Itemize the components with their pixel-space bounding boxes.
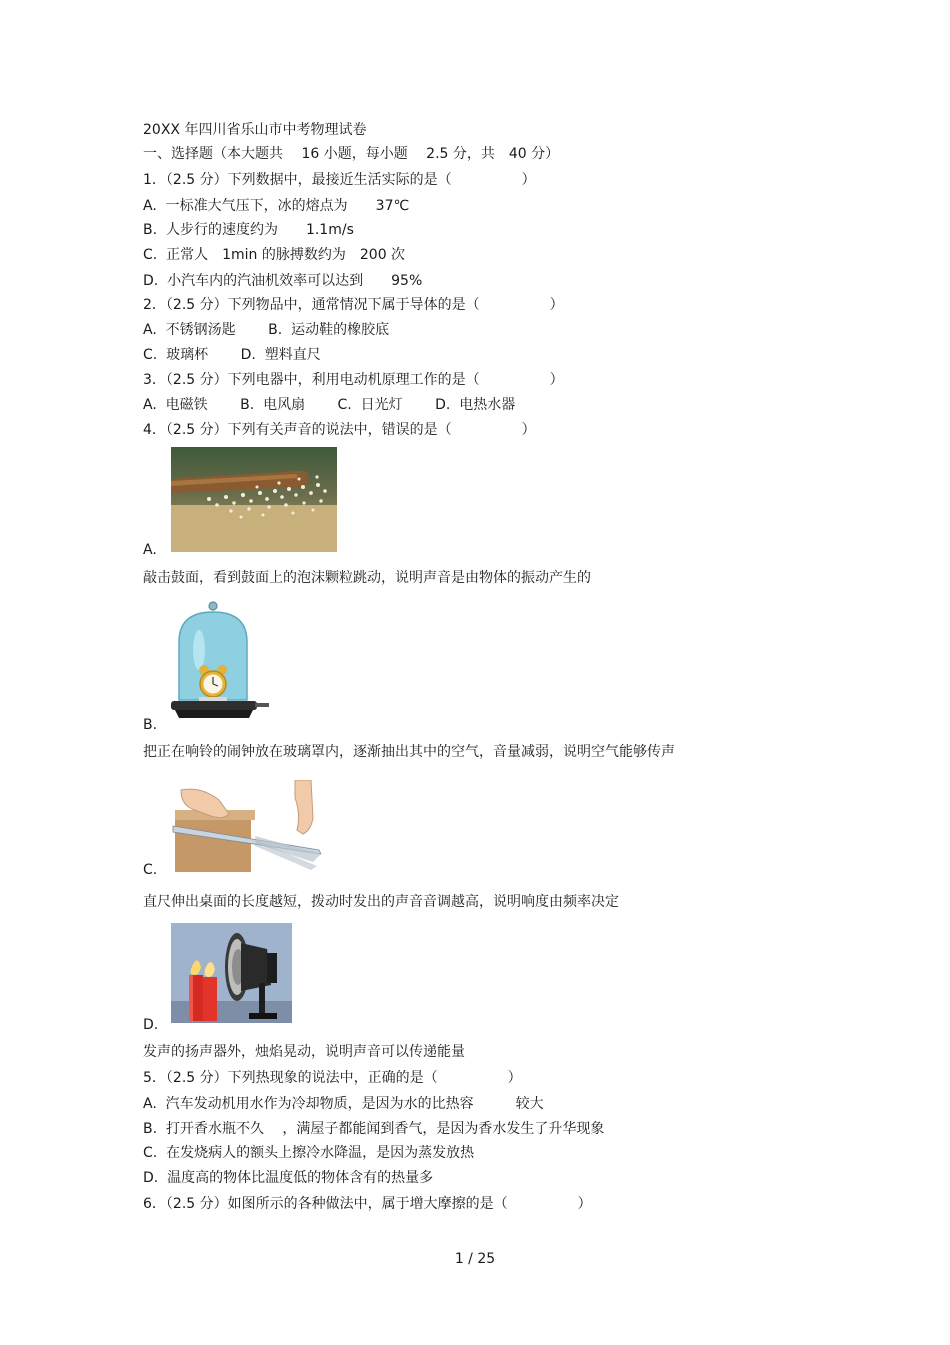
question-2-options-cd: C. 玻璃杯 D. 塑料直尺	[143, 347, 321, 363]
page-number: 1 / 25	[454, 1251, 496, 1267]
question-5-option-d: D. 温度高的物体比温度低的物体含有的热量多	[143, 1170, 434, 1186]
question-1-option-a: A. 一标准大气压下，冰的熔点为 37℃	[143, 198, 410, 214]
question-4-option-a-text: 敲击鼓面，看到鼓面上的泡沫颗粒跳动，说明声音是由物体的振动产生的	[143, 570, 591, 586]
question-4-option-a-label: A.	[143, 542, 157, 558]
drum-foam-particles-image	[171, 447, 337, 552]
question-2-stem: 2．（2.5 分）下列物品中，通常情况下属于导体的是（ ）	[143, 297, 564, 313]
question-5-option-b: B. 打开香水瓶不久 ，满屋子都能闻到香气，是因为香水发生了升华现象	[143, 1121, 605, 1137]
ruler-on-table-image	[171, 780, 328, 872]
question-1-option-c: C. 正常人 1min 的脉搏数约为 200 次	[143, 247, 406, 263]
question-1-stem: 1．（2.5 分）下列数据中，最接近生活实际的是（ ）	[143, 172, 536, 188]
question-5-option-a: A. 汽车发动机用水作为冷却物质，是因为水的比热容 较大	[143, 1096, 544, 1112]
question-1-option-b: B. 人步行的速度约为 1.1m/s	[143, 222, 354, 238]
question-5-option-c: C. 在发烧病人的额头上擦冷水降温，是因为蒸发放热	[143, 1145, 475, 1161]
question-5-stem: 5．（2.5 分）下列热现象的说法中，正确的是（ ）	[143, 1070, 522, 1086]
bell-jar-alarm-clock-image	[171, 600, 271, 724]
question-4-option-b-label: B.	[143, 717, 158, 733]
question-1-option-d: D. 小汽车内的汽油机效率可以达到 95%	[143, 273, 423, 289]
section-heading: 一、选择题（本大题共 16 小题，每小题 2.5 分，共 40 分）	[143, 146, 560, 162]
exam-title: 20XX 年四川省乐山市中考物理试卷	[143, 122, 367, 138]
question-6-stem: 6．（2.5 分）如图所示的各种做法中，属于增大摩擦的是（ ）	[143, 1196, 592, 1212]
question-4-option-c-text: 直尺伸出桌面的长度越短，拨动时发出的声音音调越高，说明响度由频率决定	[143, 894, 619, 910]
question-2-options-ab: A. 不锈钢汤匙 B. 运动鞋的橡胶底	[143, 322, 390, 338]
question-4-option-d-label: D.	[143, 1017, 159, 1033]
question-4-option-c-label: C.	[143, 862, 158, 878]
question-3-options: A. 电磁铁 B. 电风扇 C. 日光灯 D. 电热水器	[143, 397, 516, 413]
speaker-candles-image	[171, 923, 292, 1023]
question-4-option-d-text: 发声的扬声器外，烛焰晃动，说明声音可以传递能量	[143, 1044, 465, 1060]
question-3-stem: 3．（2.5 分）下列电器中，利用电动机原理工作的是（ ）	[143, 372, 564, 388]
question-4-option-b-text: 把正在响铃的闹钟放在玻璃罩内，逐渐抽出其中的空气，音量减弱，说明空气能够传声	[143, 744, 675, 760]
question-4-stem: 4．（2.5 分）下列有关声音的说法中，错误的是（ ）	[143, 422, 536, 438]
